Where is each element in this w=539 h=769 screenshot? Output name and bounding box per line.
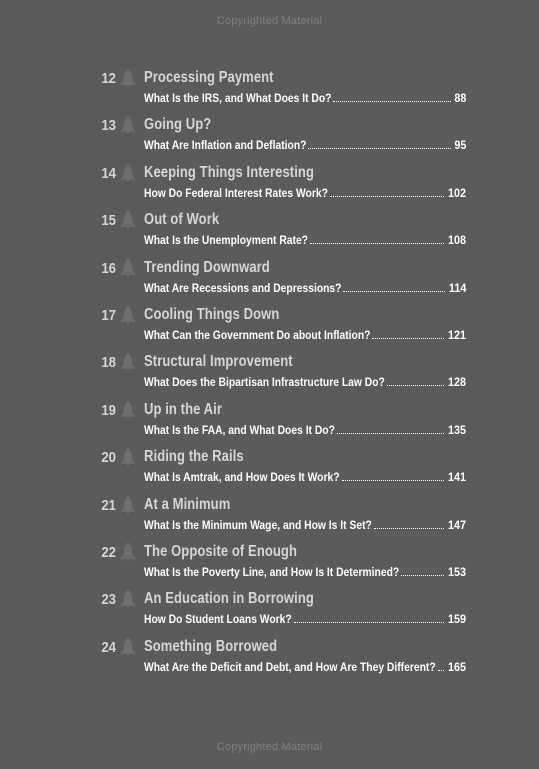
table-of-contents bbox=[96, 68, 468, 684]
page-number: 165 bbox=[447, 659, 466, 674]
dot-leader bbox=[330, 195, 444, 197]
liberty-bell-icon bbox=[120, 638, 136, 656]
chapter-number: 24 bbox=[101, 638, 116, 656]
dot-leader bbox=[438, 669, 444, 671]
chapter-subtitle-line bbox=[144, 423, 466, 437]
chapter-subtitle-line bbox=[144, 91, 466, 105]
page-number: 128 bbox=[447, 375, 466, 390]
liberty-bell-icon bbox=[120, 353, 136, 371]
toc-entry[interactable] bbox=[96, 68, 468, 115]
liberty-bell-icon bbox=[120, 259, 136, 277]
liberty-bell-icon bbox=[120, 164, 136, 182]
toc-entry[interactable] bbox=[96, 258, 468, 305]
page-number: 114 bbox=[448, 280, 466, 295]
chapter-title: The Opposite of Enough bbox=[144, 542, 298, 560]
chapter-title: Keeping Things Interesting bbox=[144, 163, 315, 181]
chapter-subtitle-line bbox=[144, 138, 466, 152]
page-number: 153 bbox=[447, 564, 466, 579]
chapter-title: Trending Downward bbox=[144, 258, 270, 276]
page-number: 95 bbox=[453, 138, 466, 153]
page-number: 135 bbox=[447, 422, 466, 437]
chapter-title: Out of Work bbox=[144, 211, 220, 229]
dot-leader bbox=[333, 100, 450, 102]
chapter-title: Processing Payment bbox=[144, 69, 274, 86]
chapter-subtitle: What Is the Poverty Line, and How Is It Determined? bbox=[144, 564, 400, 579]
watermark-bottom: Copyrighted Material bbox=[216, 741, 323, 753]
toc-entry[interactable] bbox=[96, 447, 468, 494]
chapter-subtitle: What Does the Bipartisan Infrastructure Law Do? bbox=[144, 375, 385, 390]
chapter-number: 22 bbox=[101, 543, 116, 561]
chapter-subtitle: What Is Amtrak, and How Does It Work? bbox=[144, 470, 340, 485]
chapter-title: Something Borrowed bbox=[144, 637, 278, 655]
chapter-title: Cooling Things Down bbox=[144, 305, 280, 323]
dot-leader bbox=[372, 337, 444, 339]
chapter-title: Up in the Air bbox=[144, 400, 223, 418]
toc-entry[interactable] bbox=[96, 305, 468, 352]
dot-leader bbox=[294, 621, 444, 623]
liberty-bell-icon bbox=[120, 211, 136, 229]
liberty-bell-icon bbox=[120, 69, 136, 87]
liberty-bell-icon bbox=[120, 590, 136, 608]
chapter-subtitle-line bbox=[144, 660, 466, 674]
page-number: 147 bbox=[447, 517, 466, 532]
chapter-title: Going Up? bbox=[144, 116, 212, 134]
toc-entry[interactable] bbox=[96, 542, 468, 589]
chapter-number: 23 bbox=[101, 591, 116, 609]
chapter-subtitle: What Is the FAA, and What Does It Do? bbox=[144, 422, 335, 437]
liberty-bell-icon bbox=[120, 401, 136, 419]
chapter-number: 17 bbox=[101, 306, 116, 324]
chapter-subtitle-line bbox=[144, 328, 466, 342]
toc-entry[interactable] bbox=[96, 637, 468, 684]
toc-entry[interactable] bbox=[96, 163, 468, 210]
toc-entry[interactable] bbox=[96, 495, 468, 542]
chapter-title: Riding the Rails bbox=[144, 448, 244, 466]
dot-leader bbox=[308, 147, 450, 149]
chapter-number: 18 bbox=[101, 354, 116, 372]
chapter-subtitle: What Can the Government Do about Inflation? bbox=[144, 327, 371, 342]
page-number: 88 bbox=[453, 91, 466, 105]
dot-leader bbox=[387, 384, 444, 386]
liberty-bell-icon bbox=[120, 448, 136, 466]
chapter-subtitle-line bbox=[144, 470, 466, 484]
liberty-bell-icon bbox=[120, 116, 136, 134]
chapter-title: An Education in Borrowing bbox=[144, 590, 314, 608]
page-number: 102 bbox=[447, 185, 466, 200]
dot-leader bbox=[374, 527, 444, 529]
page-number: 141 bbox=[447, 470, 466, 485]
chapter-number: 21 bbox=[101, 496, 116, 514]
chapter-subtitle-line bbox=[144, 612, 466, 626]
chapter-subtitle-line bbox=[144, 281, 466, 295]
chapter-number: 14 bbox=[101, 164, 116, 182]
toc-entry[interactable] bbox=[96, 400, 468, 447]
liberty-bell-icon bbox=[120, 496, 136, 514]
liberty-bell-icon bbox=[120, 543, 136, 561]
chapter-subtitle-line bbox=[144, 518, 466, 532]
toc-entry[interactable] bbox=[96, 589, 468, 636]
dot-leader bbox=[401, 574, 444, 576]
chapter-subtitle-line bbox=[144, 565, 466, 579]
page-number: 121 bbox=[447, 327, 466, 342]
liberty-bell-icon bbox=[120, 306, 136, 324]
chapter-number: 19 bbox=[101, 401, 116, 419]
chapter-subtitle: What Is the IRS, and What Does It Do? bbox=[144, 91, 332, 105]
chapter-subtitle-line bbox=[144, 233, 466, 247]
page-number: 108 bbox=[447, 233, 466, 248]
dot-leader bbox=[342, 479, 444, 481]
chapter-subtitle-line bbox=[144, 186, 466, 200]
dot-leader bbox=[337, 432, 444, 434]
page-number: 159 bbox=[447, 612, 466, 627]
chapter-subtitle: What Are Recessions and Depressions? bbox=[144, 280, 342, 295]
chapter-subtitle: How Do Federal Interest Rates Work? bbox=[144, 185, 328, 200]
chapter-subtitle: How Do Student Loans Work? bbox=[144, 612, 292, 627]
toc-entry[interactable] bbox=[96, 352, 468, 399]
watermark-top: Copyrighted Material bbox=[216, 15, 323, 27]
dot-leader bbox=[310, 242, 444, 244]
chapter-number: 15 bbox=[101, 212, 116, 230]
chapter-subtitle: What Is the Minimum Wage, and How Is It Set? bbox=[144, 517, 372, 532]
chapter-subtitle: What Are Inflation and Deflation? bbox=[144, 138, 307, 153]
dot-leader bbox=[343, 290, 444, 292]
chapter-number: 16 bbox=[101, 259, 116, 277]
chapter-number: 20 bbox=[101, 449, 116, 467]
chapter-title: At a Minimum bbox=[144, 495, 231, 513]
chapter-number: 12 bbox=[101, 70, 116, 87]
toc-entry[interactable] bbox=[96, 210, 468, 257]
chapter-title: Structural Improvement bbox=[144, 353, 293, 371]
toc-entry[interactable] bbox=[96, 115, 468, 162]
chapter-subtitle: What Is the Unemployment Rate? bbox=[144, 233, 308, 248]
chapter-number: 13 bbox=[101, 117, 116, 135]
chapter-subtitle-line bbox=[144, 375, 466, 389]
chapter-subtitle: What Are the Deficit and Debt, and How Are They Different? bbox=[144, 659, 436, 674]
